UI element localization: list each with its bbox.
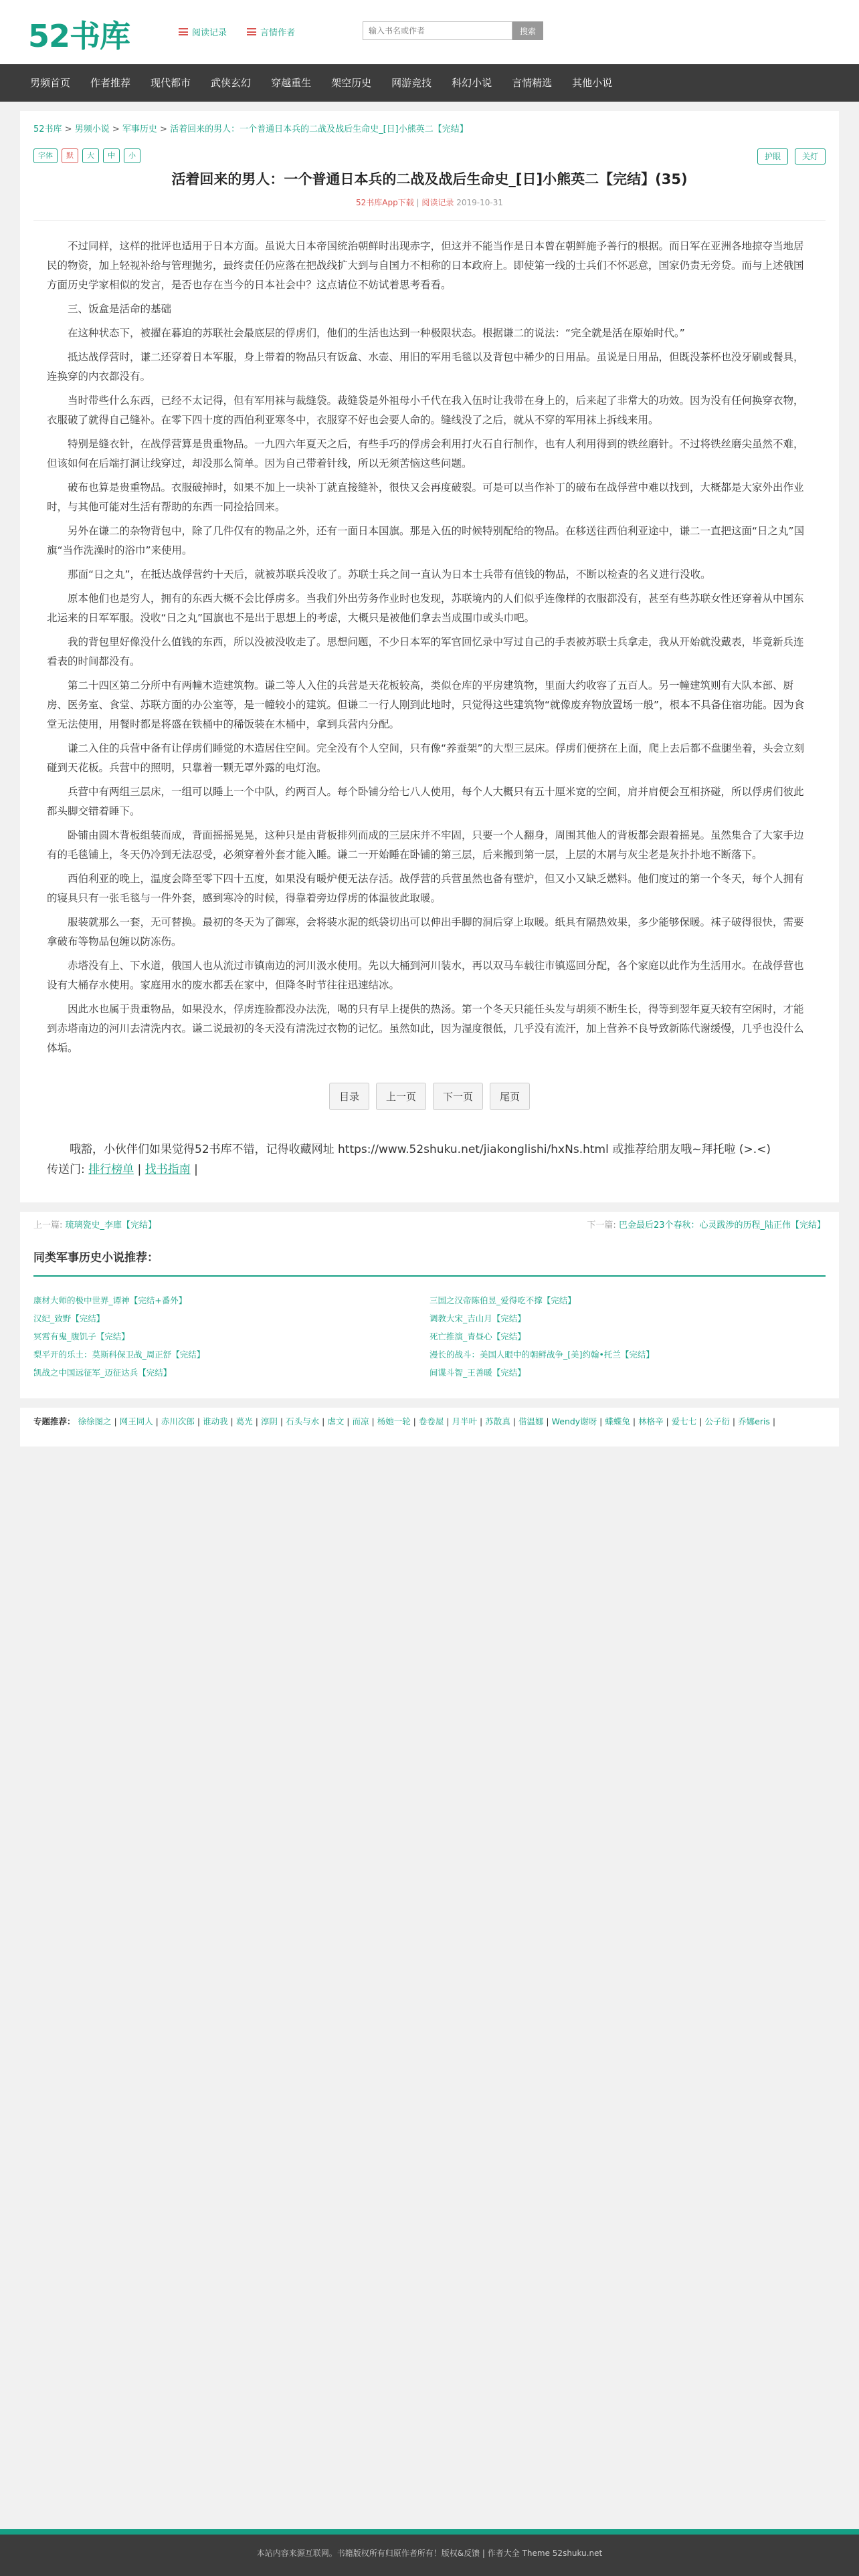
nav-item-urban[interactable]: 现代都市: [151, 77, 191, 89]
nav-item-games[interactable]: 网游竞技: [391, 77, 432, 89]
search-bar: [363, 21, 543, 40]
list-icon: [179, 28, 188, 35]
breadcrumb: 52书库 > 男频小说 > 军事历史 > 活着回来的男人：一个普通日本兵的二战及战后生命史_[日]小熊英二【完结】: [33, 124, 468, 134]
topic-link[interactable]: 杨她一轮: [377, 1416, 411, 1426]
paragraph: 谦二入住的兵营中备有让俘虏们睡觉的木造居住空间。完全没有个人空间，只有像“养蚕架”的大型三层床。俘虏们便挤在上面，爬上去后都不盘腿坐着，头会立刻碰到天花板。兵营中的照明，只靠着一颗无罩外露的电灯泡。: [47, 742, 805, 774]
paragraph: 原本他们也是穷人，拥有的东西大概不会比俘虏多。当我们外出劳务作业时也发现，苏联境内的人们似乎连像样的衣服都没有，甚至有些苏联女性还穿着从中国东北运来的日军军服。没收“日之丸”国旗也不是出于思想上的考虑，大概只是被他们拿去当成围巾或头巾吧。: [47, 593, 804, 624]
nav-item-other[interactable]: 其他小说: [572, 77, 613, 89]
top-links: [179, 25, 295, 38]
chapter-header: [33, 140, 826, 221]
topic-link[interactable]: 淳阴: [260, 1416, 278, 1426]
meta-separator: |: [413, 198, 422, 207]
topic-link[interactable]: 卷卷屋: [418, 1416, 444, 1426]
site-footer: [0, 2529, 859, 2576]
paragraph: 服装就那么一套，无可替换。最初的冬天为了御寒，会将装水泥的纸袋切出可以伸出手脚的洞后穿上取暖。纸具有隔热效果，多少能够保暖。袜子破得很快，需要拿破布等物品包缠以防冻伤。: [47, 916, 804, 948]
next-book: [587, 1218, 826, 1230]
site-logo[interactable]: 52书库: [28, 18, 130, 54]
prev-book: [33, 1218, 157, 1230]
eye-care-button[interactable]: 护眼: [757, 148, 788, 165]
nav-item-author-picks[interactable]: 作者推荐: [90, 77, 131, 89]
reading-history-link[interactable]: [179, 25, 227, 38]
breadcrumb-home[interactable]: 52书库: [33, 124, 62, 134]
related-book-link[interactable]: 梨平开的乐土：莫斯科保卫战_周正舒【完结】: [33, 1350, 205, 1360]
topic-separator: |: [194, 1416, 203, 1426]
paragraph: 西伯利亚的晚上，温度会降至零下四十五度，如果没有暖炉便无法存活。战俘营的兵营虽然也备有壁炉，但又小又缺乏燃料。他们度过的第一个冬天，每个人拥有的寝具只有一张毛毯与一件外套，感到寒冷的时候，得靠着旁边俘虏的体温彼此取暖。: [47, 873, 804, 904]
font-small-button[interactable]: 小: [124, 148, 140, 163]
paragraph: 特别是缝衣针，在战俘营算是贵重物品。一九四六年夏天之后，有些手巧的俘虏会利用打火石自行制作，也有人利用得到的铁丝磨针。不过将铁丝磨尖虽然不难，但该如何在后端打洞让线穿过，却没那么简单。因为自己带着针线，所以无须苦恼这些问题。: [47, 438, 804, 469]
search-input[interactable]: [363, 21, 512, 40]
chapter-title: 活着回来的男人：一个普通日本兵的二战及战后生命史_[日]小熊英二【完结】(35): [171, 171, 688, 187]
chapter-pager: [20, 1069, 839, 1133]
paragraph: 三、饭盒是活命的基础: [68, 303, 172, 315]
related-book-link[interactable]: 漫长的战斗：美国人眼中的朝鲜战争_[美]约翰•托兰【完结】: [430, 1350, 654, 1360]
next-book-link[interactable]: 巴金最后23个春秋：心灵跋涉的历程_陆正伟【完结】: [618, 1220, 826, 1230]
topic-separator: |: [369, 1416, 377, 1426]
font-label: 字体: [33, 148, 58, 163]
related-book-link[interactable]: 调教大宋_吉山月【完结】: [430, 1313, 526, 1323]
topic-link[interactable]: 蝶蝶兔: [605, 1416, 630, 1426]
next-page-button[interactable]: 下一页: [433, 1083, 483, 1110]
related-books: [20, 1236, 839, 1398]
prev-book-label: 上一篇:: [33, 1220, 63, 1230]
paragraph: 不过同样，这样的批评也适用于日本方面。虽说大日本帝国统治朝鲜时出现赤字，但这并不能当作是日本曾在朝鲜施予善行的根据。而日军在亚洲各地掠夺当地居民的物资，加上轻视补给与管理抛劣，最终责任仍应落在把战线扩大到与自国力不相称的日本政府上。即使第一线的士兵们不怀恶意，国家仍责无旁贷。而与上述俄国方面历史学家相似的发言，是否也存在当今的日本社会中？这点请位不妨试着思考看看。: [47, 240, 804, 291]
topic-link[interactable]: 谁动我: [203, 1416, 228, 1426]
chapter-meta: [33, 197, 826, 208]
nav-item-rebirth[interactable]: 穿越重生: [271, 77, 312, 89]
list-icon: [247, 28, 256, 35]
related-book-link[interactable]: 康材大师的极中世界_谭神【完结+番外】: [33, 1295, 187, 1305]
paragraph: 因此水也属于贵重物品，如果没水，俘虏连脸都没办法洗，喝的只有早上提供的热汤。第一个冬天只能任头发与胡须不断生长，得等到翌年夏天较有空闲时，才能到赤塔南边的河川去清洗内衣。谦二说最初的冬天没有清洗过衣物的记忆。虽然如此，因为湿度很低，几乎没有流汗，加上营养不良导致新陈代谢缓慢，几乎也没什么体垢。: [47, 1003, 804, 1054]
topic-link[interactable]: 葛光: [235, 1416, 253, 1426]
topic-link[interactable]: 借温娜: [518, 1416, 544, 1426]
ranking-link[interactable]: 排行榜单: [88, 1163, 134, 1176]
topic-separator: |: [277, 1416, 286, 1426]
topic-link[interactable]: 石头与水: [286, 1416, 320, 1426]
topic-separator: |: [663, 1416, 672, 1426]
site-header: [0, 0, 859, 64]
paragraph: 赤塔没有上、下水道，俄国人也从流过市镇南边的河川汲水使用。先以大桶到河川装水，再以双马车载往市镇巡回分配，各个家庭以此作为生活用水。在战俘营也设有大桶存水使用。家庭用水的废水都丢在家中，但降冬时节往往迅速结冰。: [47, 960, 804, 991]
topic-list: [78, 1416, 776, 1426]
reading-record-link[interactable]: 阅读记录: [421, 198, 454, 207]
related-book-link[interactable]: 凯战之中国远征军_迈征达兵【完结】: [33, 1368, 172, 1378]
topic-link[interactable]: 网王同人: [119, 1416, 153, 1426]
main-nav: [0, 64, 859, 102]
related-book-link[interactable]: 间谍斗智_王善暖【完结】: [430, 1368, 526, 1378]
topic-separator: |: [153, 1416, 161, 1426]
search-button[interactable]: 搜索: [512, 21, 543, 40]
topic-separator: |: [444, 1416, 452, 1426]
topic-separator: |: [769, 1416, 776, 1426]
last-page-button[interactable]: 尾页: [490, 1083, 530, 1110]
next-book-label: 下一篇:: [587, 1220, 616, 1230]
paragraph: 我的背包里好像没什么值钱的东西，所以没被没收走了。思想问题，不少日本军的军官回忆录中写过自己的手表被苏联士兵拿走，我从开始就没戴表，毕竟新兵连看表的时间都没有。: [47, 636, 804, 667]
breadcrumb-book[interactable]: 活着回来的男人：一个普通日本兵的二战及战后生命史_[日]小熊英二【完结】: [170, 124, 468, 134]
topics-label: 专题推荐：: [33, 1416, 76, 1426]
share-note: [20, 1133, 839, 1202]
paragraph: 破布也算是贵重物品。衣服破掉时，如果不加上一块补丁就直接缝补，很快又会再度破裂。可是可以当作补丁的破布在战俘营中难以找到，大概都是大家外出作业时，与其他可能对生活有帮助的东西一同捡拾回来。: [47, 481, 804, 513]
topic-link[interactable]: 苏散真: [485, 1416, 510, 1426]
topic-separator: |: [543, 1416, 552, 1426]
topic-separator: |: [252, 1416, 261, 1426]
prev-book-link[interactable]: 琉璃瓷史_李庫【完结】: [65, 1220, 157, 1230]
topic-separator: |: [227, 1416, 236, 1426]
portal-links: [47, 1160, 812, 1180]
topic-link[interactable]: 赤川次郎: [161, 1416, 195, 1426]
topic-separator: |: [344, 1416, 353, 1426]
font-tools: [33, 148, 140, 163]
paragraph: 卧铺由圆木背板组装而成，背面摇摇晃晃，这种只是由背板排列而成的三层床并不牢固，只要一个人翻身，周围其他人的背板都会跟着摇晃。虽然集合了大家手边有的毛毯铺上，冬天仍冷到无法忍受，必须穿着外套才能入睡。谦二一开始睡在卧铺的第三层，后来搬到第一层，上层的木屑与灰尘老是灰扑扑地不断落下。: [47, 829, 804, 861]
topic-separator: |: [319, 1416, 328, 1426]
nav-item-romance[interactable]: 言情精选: [512, 77, 553, 89]
topic-separator: |: [597, 1416, 605, 1426]
paragraph: 第二十四区第二分所中有两幢木造建筑物。谦二等人入住的兵营是天花板较高，类似仓库的平房建筑物，里面大约收容了五百人。另一幢建筑则有大队本部、厨房、医务室、食堂、苏联方面的办公室等，是一幢较小的建筑。但谦二一行人刚到此地时，只觉得这些建筑物“就像废弃物放置场一般”，根本不具备住宿功能。因为食堂无法使用，用餐时都是将盛在铁桶中的稀饭装在木桶中，拿到兵营内分配。: [47, 679, 805, 730]
topic-link[interactable]: 公子衍: [704, 1416, 730, 1426]
topic-link[interactable]: 林格辛: [638, 1416, 664, 1426]
font-large-button[interactable]: 大: [82, 148, 99, 163]
breadcrumb-subcategory[interactable]: 军事历史: [122, 124, 157, 134]
chapter-content: [20, 221, 839, 1069]
lights-off-button[interactable]: 关灯: [795, 148, 826, 165]
portal-separator: |: [134, 1163, 145, 1176]
topic-link[interactable]: 徐徐图之: [78, 1416, 112, 1426]
paragraph: 当时带些什么东西，已经不太记得，但有军用袜与裁缝袋。裁缝袋是外祖母小千代在我入伍时让我带在身上的，后来起了非常大的功效。因为没有任何换穿衣物，衣服破了就得自己缝补。在零下四十度的西伯利亚寒冬中，衣服穿不好也会要人命的。缝线没了之后，就从不穿的军用袜上拆线来用。: [47, 395, 804, 426]
topic-link[interactable]: 月半叶: [452, 1416, 478, 1426]
prev-next-books: [20, 1202, 839, 1236]
topic-recommendations: [20, 1398, 839, 1446]
topic-link[interactable]: Wendy谢呀: [551, 1416, 597, 1426]
nav-item-scifi[interactable]: 科幻小说: [452, 77, 492, 89]
breadcrumb-category[interactable]: 男频小说: [74, 124, 110, 134]
related-book-link[interactable]: 三国之汉帝陈伯昱_爱得吃不撑【完结】: [430, 1295, 576, 1305]
topic-separator: |: [477, 1416, 486, 1426]
toc-button[interactable]: 目录: [329, 1083, 369, 1110]
topic-separator: |: [410, 1416, 419, 1426]
font-default-button[interactable]: 默: [62, 148, 78, 163]
related-book-link[interactable]: 冥霄有鬼_腹饥子【完结】: [33, 1331, 130, 1341]
romance-authors-label: 言情作者: [260, 28, 296, 38]
paragraph: 那面“日之丸”，在抵达战俘营约十天后，就被苏联兵没收了。苏联士兵之间一直认为日本士兵带有值钱的物品，不断以检查的名义进行没收。: [68, 568, 711, 580]
nav-item-history[interactable]: 架空历史: [331, 77, 372, 89]
topic-separator: |: [510, 1416, 518, 1426]
romance-authors-link[interactable]: [247, 25, 295, 38]
footer-text: 本站内容来源互联网。书籍版权所有归原作者所有！版权&反馈 | 作者大全 Theme 52shuku.net: [256, 2549, 603, 2558]
topic-link[interactable]: 虐文: [327, 1416, 345, 1426]
paragraph: 另外在谦二的杂物背包中，除了几件仅有的物品之外，还有一面日本国旗。那是入伍的时候特别配给的物品。在移送往西伯利亚途中，谦二一直把这面“日之丸”国旗“当作洗澡时的浴巾”来使用。: [47, 525, 805, 556]
display-tools: [757, 148, 826, 165]
guide-link[interactable]: 找书指南: [145, 1163, 191, 1176]
topic-link[interactable]: 乔娜eris: [738, 1416, 770, 1426]
related-book-link[interactable]: 死亡推演_青昼心【完结】: [430, 1331, 526, 1341]
portal-label: 传送门:: [47, 1163, 85, 1176]
paragraph: 抵达战俘营时，谦二还穿着日本军服，身上带着的物品只有饭盒、水壶、用旧的军用毛毯以及背包中稀少的日用品。虽说是日用品，但既没茶杯也没牙刷或餐具，连换穿的内衣都没有。: [47, 351, 804, 383]
publish-date: 2019-10-31: [454, 198, 503, 207]
portal-tail: |: [190, 1163, 198, 1176]
related-heading: 同类军事历史小说推荐：: [33, 1236, 826, 1277]
related-list: [33, 1277, 826, 1378]
topic-separator: |: [729, 1416, 739, 1426]
reader-panel: [20, 111, 839, 1202]
topic-separator: |: [111, 1416, 120, 1426]
nav-item-male-home[interactable]: 男频首页: [30, 77, 71, 89]
related-book-link[interactable]: 汉纪_致野【完结】: [33, 1313, 105, 1323]
reading-history-label: 阅读记录: [192, 28, 227, 38]
topic-separator: |: [630, 1416, 639, 1426]
prev-page-button[interactable]: 上一页: [376, 1083, 426, 1110]
topic-link[interactable]: 爱七七: [671, 1416, 697, 1426]
app-download-link[interactable]: 52书库App下载: [356, 198, 414, 207]
topic-link[interactable]: 而凉: [352, 1416, 369, 1426]
paragraph: 兵营中有两组三层床，一组可以睡上一个中队，约两百人。每个卧铺分给七八人使用，每个人大概只有五十厘米宽的空间，肩并肩便会互相挤碰，所以俘虏们彼此都头脚交错着睡下。: [47, 786, 804, 817]
paragraph: 在这种状态下，被擢在暮迫的苏联社会最底层的俘虏们，他们的生活也达到一种极限状态。根据谦二的说法：“完全就是活在原始时代。”: [68, 327, 685, 339]
font-medium-button[interactable]: 中: [103, 148, 120, 163]
topic-separator: |: [696, 1416, 705, 1426]
nav-item-wuxia[interactable]: 武侠玄幻: [211, 77, 252, 89]
share-text: 哦豁，小伙伴们如果觉得52书库不错，记得收藏网址 https://www.52shuku.net/jiakonglishi/hxNs.html 或推荐给朋友哦~拜托啦 (>.<): [70, 1143, 771, 1156]
